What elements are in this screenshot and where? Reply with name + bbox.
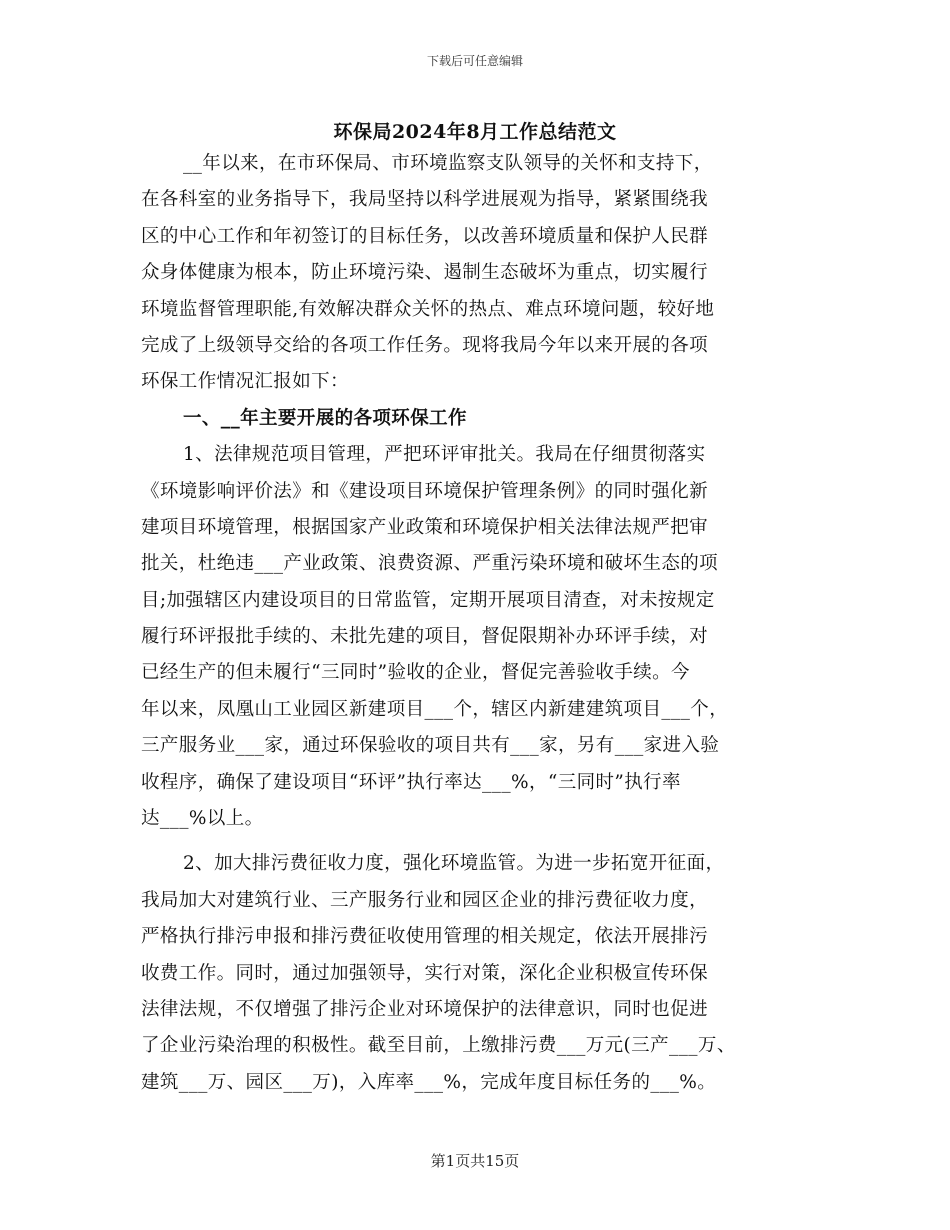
paragraph-line: 区的中心工作和年初签订的目标任务，以改善环境质量和保护人民群	[141, 225, 709, 247]
paragraph-line: 建项目环境管理，根据国家产业政策和环境保护相关法律法规严把审	[141, 516, 709, 538]
paragraph-line: 达___%以上。	[141, 808, 264, 830]
paragraph-line: 了企业污染治理的积极性。截至目前，上缴排污费___万元(三产___万、	[141, 1035, 736, 1057]
paragraph-line: 我局加大对建筑行业、三产服务行业和园区企业的排污费征收力度，	[141, 889, 709, 911]
paragraph-line: 在各科室的业务指导下，我局坚持以科学进展观为指导，紧紧围绕我	[141, 189, 709, 211]
paragraph-line: 环保工作情况汇报如下：	[141, 371, 349, 393]
paragraph-line: 众身体健康为根本，防止环境污染、遏制生态破坏为重点，切实履行	[141, 262, 709, 284]
paragraph-line: 三产服务业___家，通过环保验收的项目共有___家，另有___家进入验	[141, 735, 720, 757]
paragraph-line: 批关，杜绝违___产业政策、浪费资源、严重污染环境和破坏生态的项	[141, 553, 719, 575]
paragraph-line: 2、加大排污费征收力度，强化环境监管。为进一步拓宽开征面，	[183, 853, 725, 875]
paragraph-line: 法律法规，不仅增强了排污企业对环境保护的法律意识，同时也促进	[141, 998, 709, 1020]
paragraph-line: 履行环评报批手续的、未批先建的项目，督促限期补办环评手续，对	[141, 626, 709, 648]
paragraph-line: 1、法律规范项目管理，严把环评审批关。我局在仔细贯彻落实	[183, 444, 706, 466]
document-body	[141, 146, 806, 1101]
paragraph-line: __年以来，在市环保局、市环境监察支队领导的关怀和支持下，	[183, 153, 713, 174]
paragraph-line: 收费工作。同时，通过加强领导，实行对策，深化企业积极宣传环保	[141, 962, 709, 984]
paragraph-line: 完成了上级领导交给的各项工作任务。现将我局今年以来开展的各项	[141, 334, 709, 356]
paragraph-line: 目;加强辖区内建设项目的日常监管，定期开展项目清查，对未按规定	[141, 589, 715, 611]
header-note: 下载后可任意编辑	[426, 54, 523, 68]
section-heading: 一、__年主要开展的各项环保工作	[183, 407, 467, 429]
paragraph-line: 已经生产的但未履行“三同时”验收的企业，督促完善验收手续。今	[141, 662, 690, 684]
paragraph-line: 建筑___万、园区___万)，入库率___%，完成年度目标任务的___%。	[141, 1071, 717, 1093]
paragraph-line: 收程序，确保了建设项目“环评”执行率达___%，“三同时”执行率	[141, 771, 681, 793]
paragraph-line: 严格执行排污申报和排污费征收使用管理的相关规定，依法开展排污	[141, 926, 709, 948]
paragraph-gap	[141, 837, 806, 846]
paragraph-line: 年以来，凤凰山工业园区新建项目___个，辖区内新建建筑项目___个，	[141, 698, 729, 720]
paragraph-line: 《环境影响评价法》和《建设项目环境保护管理条例》的同时强化新	[141, 480, 709, 502]
paragraph-line: 环境监督管理职能,有效解决群众关怀的热点、难点环境问题，较好地	[141, 298, 715, 320]
page-number: 第1页共15页	[430, 1152, 520, 1170]
document-title: 环保局2024年8月工作总结范文	[333, 121, 617, 143]
